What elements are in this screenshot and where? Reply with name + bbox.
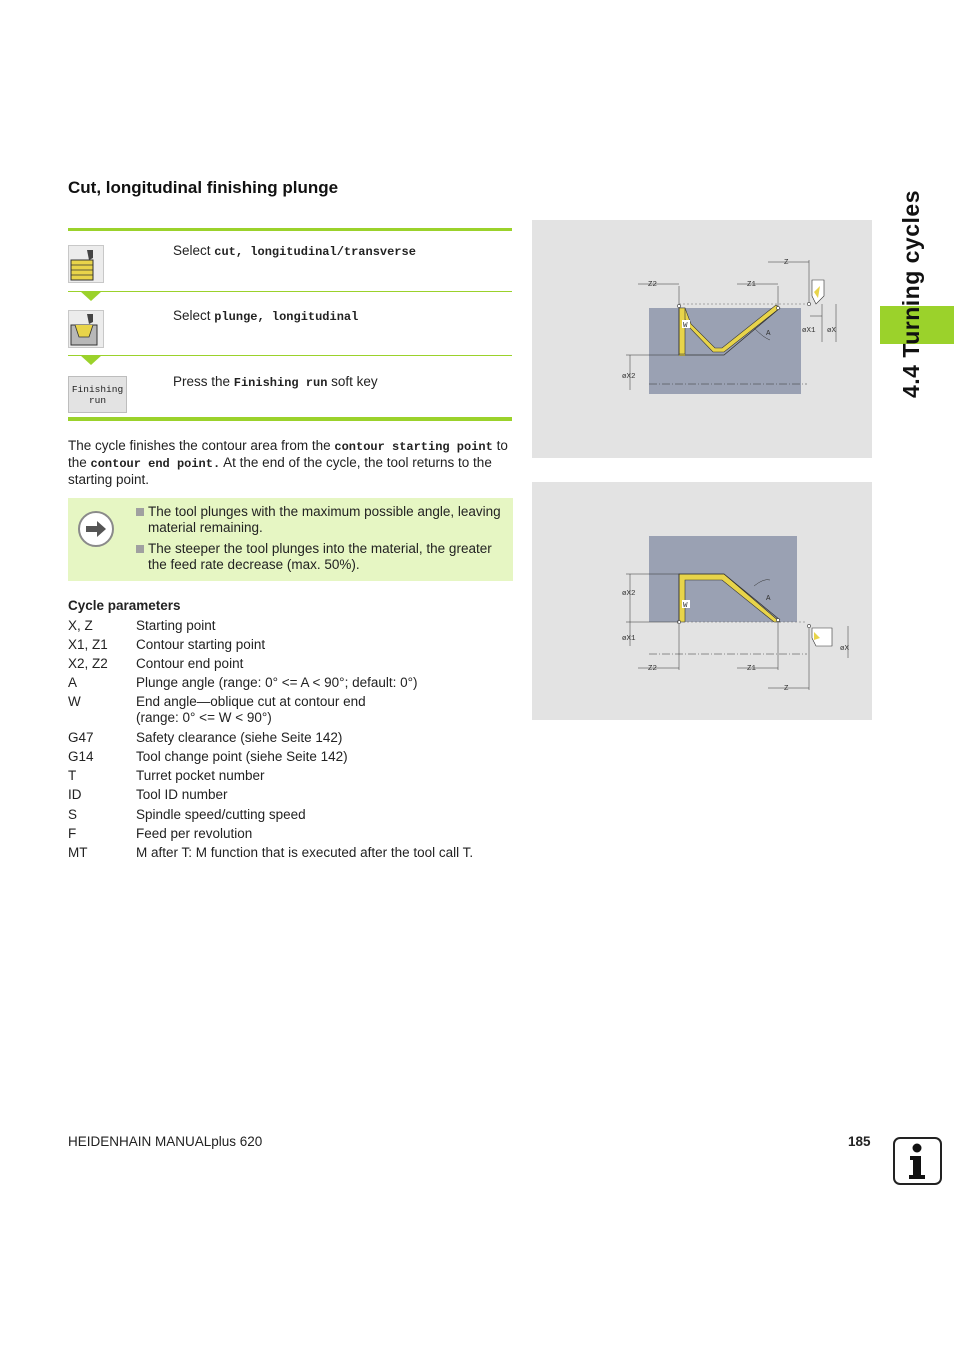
z1-label: Z1 [747,281,757,289]
z2-label: Z2 [648,281,658,289]
x1-label: øX1 [802,327,816,335]
chapter-title: 4.4 Turning cycles [898,190,924,398]
note-item: The tool plunges with the maximum possible angle, leaving material remaining. [134,504,506,536]
arrow-right-icon [78,511,114,547]
x-label: øX [827,327,837,335]
plunge-cycle-icon [68,310,104,348]
parameters-title: Cycle parameters [68,598,181,613]
note-box [68,498,513,581]
z-label: Z [784,685,789,693]
angle-w-label: W [683,322,688,330]
note-item: The steeper the tool plunges into the material, the greater the feed rate decrease (max. 50%). [134,541,506,573]
angle-a-label: A [766,595,771,603]
step-divider [68,417,512,421]
footer-manual-name: HEIDENHAIN MANUALplus 620 [68,1134,263,1149]
z2-label: Z2 [648,665,658,673]
figure-transverse-plunge [532,482,872,720]
section-title: Cut, longitudinal finishing plunge [68,178,339,197]
figure-longitudinal-plunge [532,220,872,458]
info-icon [893,1137,942,1185]
step-3-text: Press the Finishing run soft key [173,374,378,390]
step-2-text: Select plunge, longitudinal [173,308,359,324]
angle-a-label: A [766,330,771,338]
step-divider [68,355,512,356]
z-label: Z [784,259,789,267]
step-divider [68,228,512,231]
cycle-description: The cycle finishes the contour area from the contour starting point to the contour end point. At the end of the cycle, the tool returns to the starting point. [68,438,508,487]
softkey-label-line2: run [88,395,107,406]
step-arrow-icon [80,291,102,301]
step-arrow-icon [80,355,102,365]
step-divider [68,291,512,292]
x2-label: øX2 [622,373,636,381]
x-label: øX [840,645,850,653]
x2-label: øX2 [622,590,636,598]
step-1-text: Select cut, longitudinal/transverse [173,243,416,259]
softkey-label-line1: Finishing [71,384,124,395]
x1-label: øX1 [622,635,636,643]
page-number: 185 [848,1134,871,1149]
finishing-run-softkey[interactable] [68,376,127,413]
z1-label: Z1 [747,665,757,673]
cut-cycle-icon [68,245,104,283]
angle-w-label: W [683,602,688,610]
